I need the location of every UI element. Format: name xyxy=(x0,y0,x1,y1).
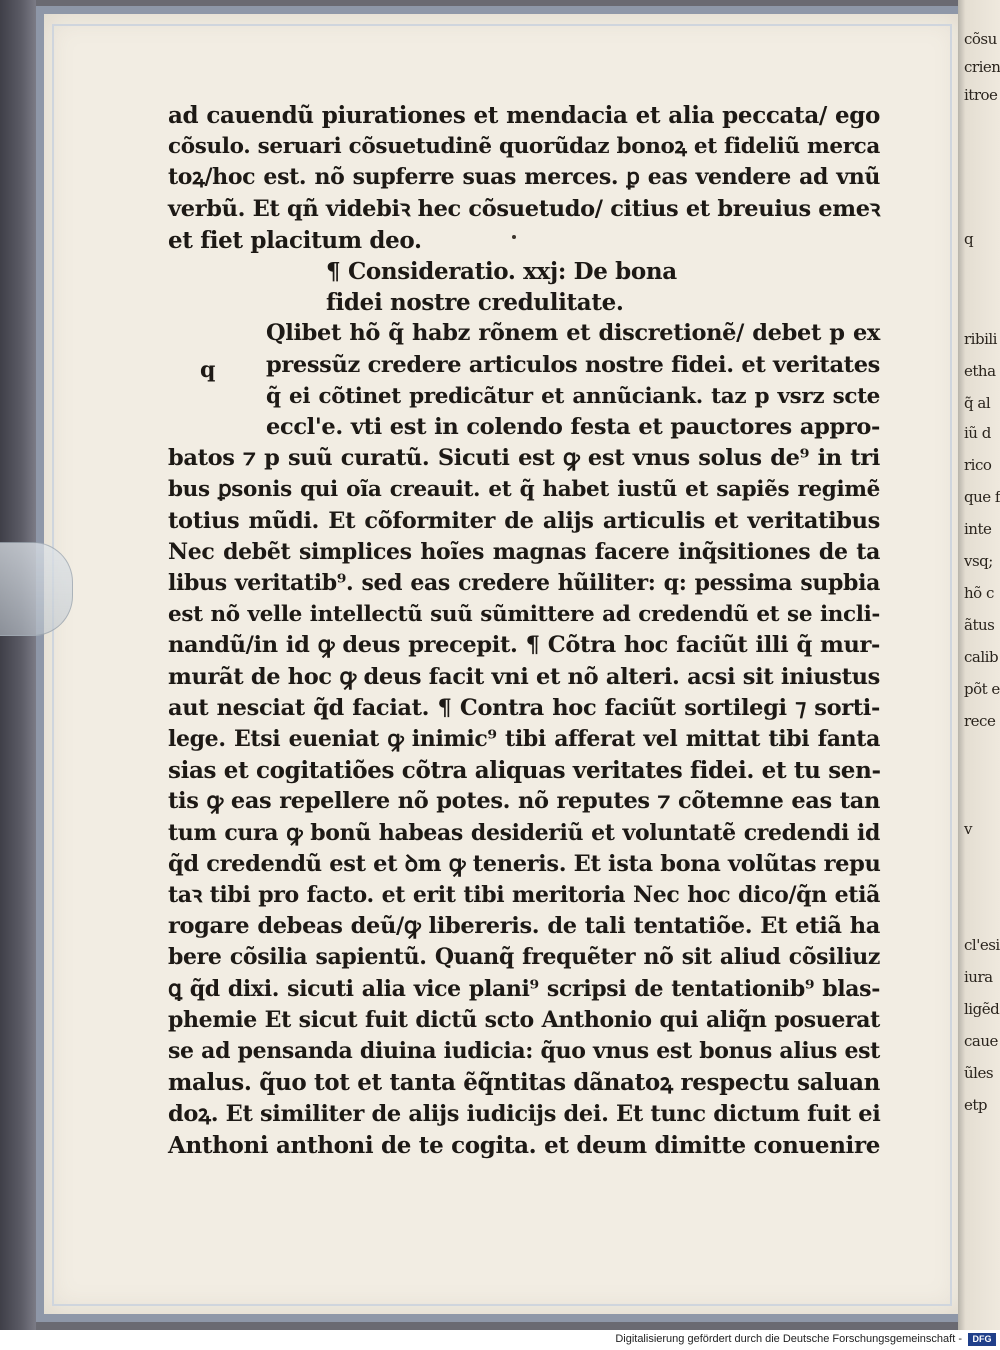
text-line: bere cõsilia sapientũ. Quanq̃ frequẽter nõ sit aliud cõsiliuz xyxy=(168,944,880,971)
text-line: murãt de hoc ꝙ deus facit vni et nõ alteri. acsi sit iniustus xyxy=(168,663,880,690)
text-line: tum cura ꝙ bonũ habeas desideriũ et voluntatẽ credendi id xyxy=(168,819,880,846)
text-line: sias et cogitatiões cõtra aliquas veritates fidei. et tu sen- xyxy=(168,757,881,785)
facing-page-fragment: crien xyxy=(964,58,1000,76)
book-left-edge xyxy=(0,0,36,1330)
facing-page-fragment: ũles xyxy=(964,1064,994,1082)
text-line: doꝝ. Et similiter de alijs iudicijs dei. Et tunc dictum fuit ei xyxy=(168,1100,881,1127)
facing-page-fragment: põt e xyxy=(964,680,1000,698)
text-line: totius mũdi. Et cõformiter de alijs articulis et veritatibus xyxy=(168,507,880,534)
text-line: bus ꝑsonis qui oĩa creauit. et q̃ habet iustũ et sapiẽs regimẽ xyxy=(168,477,880,503)
text-line: rogare debeas deũ/ꝙ libereris. de tali tentatiõe. Et etiã ha xyxy=(168,913,880,940)
text-line: ꝗ q̃d dixi. sicuti alia vice plani⁹ scripsi de tentationib⁹ blas- xyxy=(168,975,880,1002)
text-line: eccl'e. vti est in colendo festa et pauctores appro- xyxy=(266,414,880,441)
text-line: tis ꝙ eas repellere nõ potes. nõ reputes ⁊ cõtemne eas tan xyxy=(168,788,880,815)
facing-page-fragment: iũ d xyxy=(964,424,991,442)
facing-page-fragment: calib xyxy=(964,648,999,666)
dfg-logo-icon: DFG xyxy=(968,1333,996,1346)
facing-page-edge xyxy=(958,0,1000,1330)
facing-page-fragment: rico xyxy=(964,456,992,474)
text-line: nandũ/in id ꝙ deus precepit. ¶ Cõtra hoc faciũt illi q̃ mur- xyxy=(168,632,880,659)
text-line: taꝛ tibi pro facto. et erit tibi meritoria Nec hoc dico/q̃n etiã xyxy=(168,882,880,909)
text-line: malus. q̃uo tot et tanta ẽq̃ntitas dãnatoꝝ respectu saluan xyxy=(168,1069,880,1097)
text-line: se ad pensanda diuina iudicia: q̃uo vnus est bonus alius est xyxy=(168,1038,880,1065)
text-line: est nõ velle intellectũ suũ sũmittere ad credendũ et se incli- xyxy=(168,602,880,628)
facing-page-fragment: ligẽd xyxy=(964,1000,1000,1018)
facing-page-fragment: q̃ al xyxy=(964,394,991,412)
text-line: q̃ ei cõtinet predicãtur et annũciank. taz p vsrz scte xyxy=(266,383,880,409)
facing-page-fragment: etp xyxy=(964,1096,988,1114)
text-line: batos ⁊ p suũ curatũ. Sicuti est ꝙ est vnus solus de⁹ in tri xyxy=(168,445,880,472)
footer-bar xyxy=(0,1330,1000,1350)
text-line: pressũz credere articulos nostre fidei. et veritates xyxy=(266,351,880,378)
facing-page-fragment: iura xyxy=(964,968,993,986)
text-line: libus veritatib⁹. sed eas credere hũiliter: q: pessima supbia xyxy=(168,570,880,597)
text-line: ¶ Consideratio. xxj: De bona xyxy=(326,258,677,286)
text-line: ad cauendũ piurationes et mendacia et alia peccata/ ego xyxy=(168,102,880,129)
text-line: Anthoni anthoni de te cogita. et deum dimitte conuenire xyxy=(168,1131,880,1159)
facing-page-fragment: ãtus xyxy=(964,616,995,634)
facing-page-fragment: ribili xyxy=(964,330,997,348)
text-line: Nec debẽt simplices hoĩes magnas facere inq̃sitiones de ta xyxy=(168,538,880,565)
text-line: Qlibet hõ q̃ habz rõnem et discretionẽ/ debet p ex xyxy=(266,320,880,347)
text-line: et fiet placitum deo. xyxy=(168,226,422,254)
footer-credit: Digitalisierung gefördert durch die Deutsche Forschungsgemeinschaft - xyxy=(615,1333,962,1345)
facing-page-fragment: cõsu xyxy=(964,30,997,48)
text-line: phemie Et sicut fuit dictũ scto Anthonio qui aliq̃n posuerat xyxy=(168,1006,880,1033)
text-line: fidei nostre credulitate. xyxy=(326,289,624,317)
page-holder-clip-icon xyxy=(0,542,73,636)
text-line: lege. Etsi eueniat ꝙ inimic⁹ tibi afferat vel mittat tibi fanta xyxy=(168,726,880,753)
facing-page-fragment: v xyxy=(964,820,972,838)
facing-page-fragment: q xyxy=(964,230,974,248)
facing-page-fragment: rece xyxy=(964,712,996,730)
facing-page-fragment: cl'esi xyxy=(964,936,1000,954)
facing-page-fragment: hõ c xyxy=(964,584,994,602)
facing-page-fragment: itroe xyxy=(964,86,998,104)
page-text-block xyxy=(168,100,880,1161)
text-line: q̃d credendũ est et ꝺm ꝙ teneris. Et ista bona volũtas repu xyxy=(168,850,881,877)
facing-page-fragment: vsq; xyxy=(964,552,993,570)
marginal-note: q xyxy=(200,357,216,383)
text-line: aut nesciat q̃d faciat. ¶ Contra hoc faciũt sortilegi ⁊ sorti- xyxy=(168,694,880,721)
facing-page-fragment: etha xyxy=(964,362,996,380)
facing-page-fragment: inte xyxy=(964,520,992,538)
facing-page-fragment: que f xyxy=(964,488,1000,506)
text-line: verbũ. Et qñ videbiꝛ hec cõsuetudo/ citius et breuius emeꝛ xyxy=(168,195,880,222)
text-line: cõsulo. seruari cõsuetudinẽ quorũdaz bonoꝝ et fideliũ merca xyxy=(168,134,880,160)
facing-page-fragment: caue xyxy=(964,1032,998,1050)
text-line: toꝝ/hoc est. nõ supferre suas merces. ꝑ eas vendere ad vnũ xyxy=(168,164,880,191)
